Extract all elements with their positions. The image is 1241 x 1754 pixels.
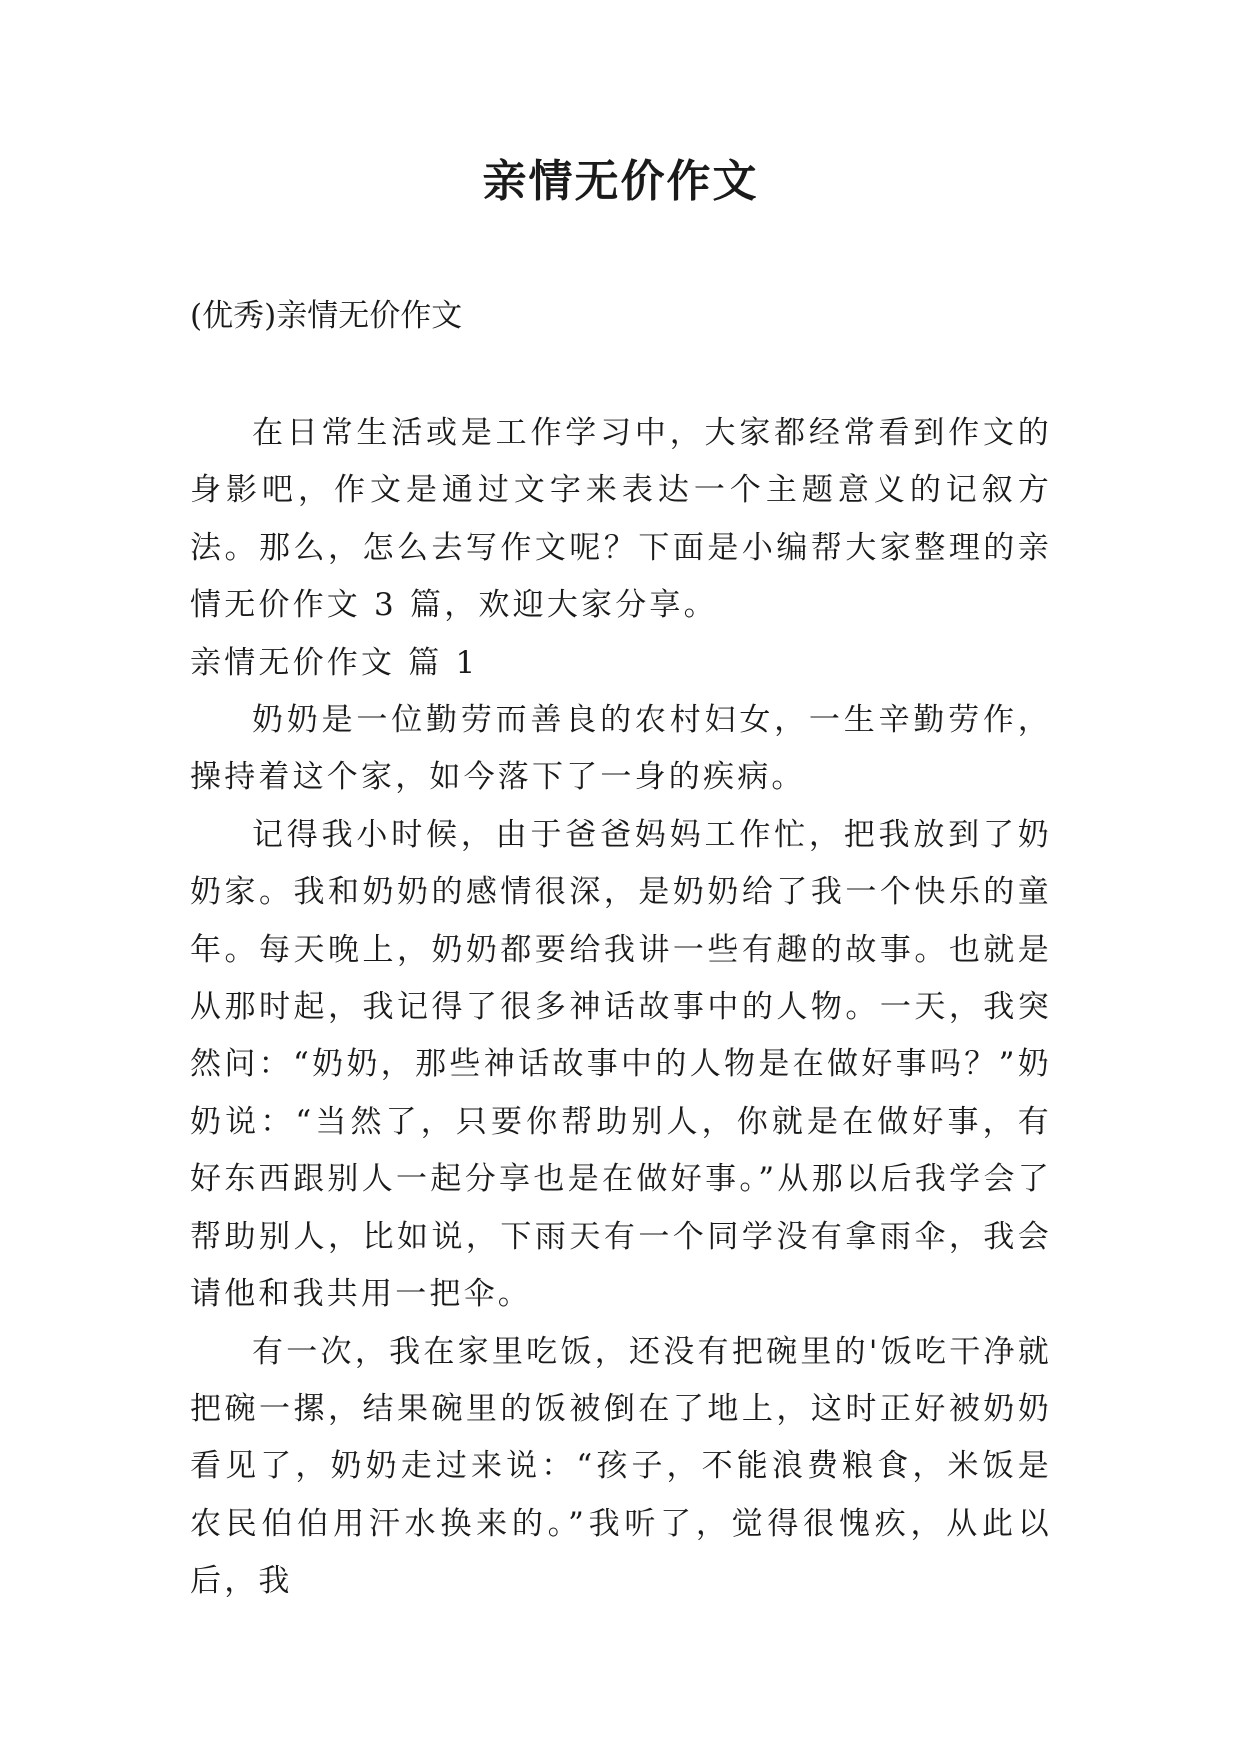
intro-paragraph: 在日常生活或是工作学习中，大家都经常看到作文的身影吧，作文是通过文字来表达一个主题意义的记叙方法。那么，怎么去写作文呢？下面是小编帮大家整理的亲情无价作文 3 篇，欢迎大家分享。 [190, 415, 1052, 624]
section-heading: 亲情无价作文 篇 1 [190, 644, 479, 681]
body-paragraph: 有一次，我在家里吃饭，还没有把碗里的'饭吃干净就把碗一摞，结果碗里的饭被倒在了地上，这时正好被奶奶看见了，奶奶走过来说：“孩子，不能浪费粮食，米饭是农民伯伯用汗水换来的。”我听了，觉得很愧疚，从此以后，我 [190, 1333, 1052, 1600]
body-paragraph: 记得我小时候，由于爸爸妈妈工作忙，把我放到了奶奶家。我和奶奶的感情很深，是奶奶给了我一个快乐的童年。每天晚上，奶奶都要给我讲一些有趣的故事。也就是从那时起，我记得了很多神话故事中的人物。一天，我突然问：“奶奶，那些神话故事中的人物是在做好事吗？”奶奶说：“当然了，只要你帮助别人，你就是在做好事，有好东西跟别人一起分享也是在做好事。”从那以后我学会了帮助别人，比如说，下雨天有一个同学没有拿雨伞，我会请他和我共用一把伞。 [190, 816, 1052, 1313]
body-paragraph: 奶奶是一位勤劳而善良的农村妇女，一生辛勤劳作，操持着这个家，如今落下了一身的疾病。 [190, 702, 1052, 796]
document-body [190, 405, 1052, 1611]
document-title: 亲情无价作文 [482, 156, 759, 207]
document-subtitle: (优秀)亲情无价作文 [190, 298, 463, 334]
